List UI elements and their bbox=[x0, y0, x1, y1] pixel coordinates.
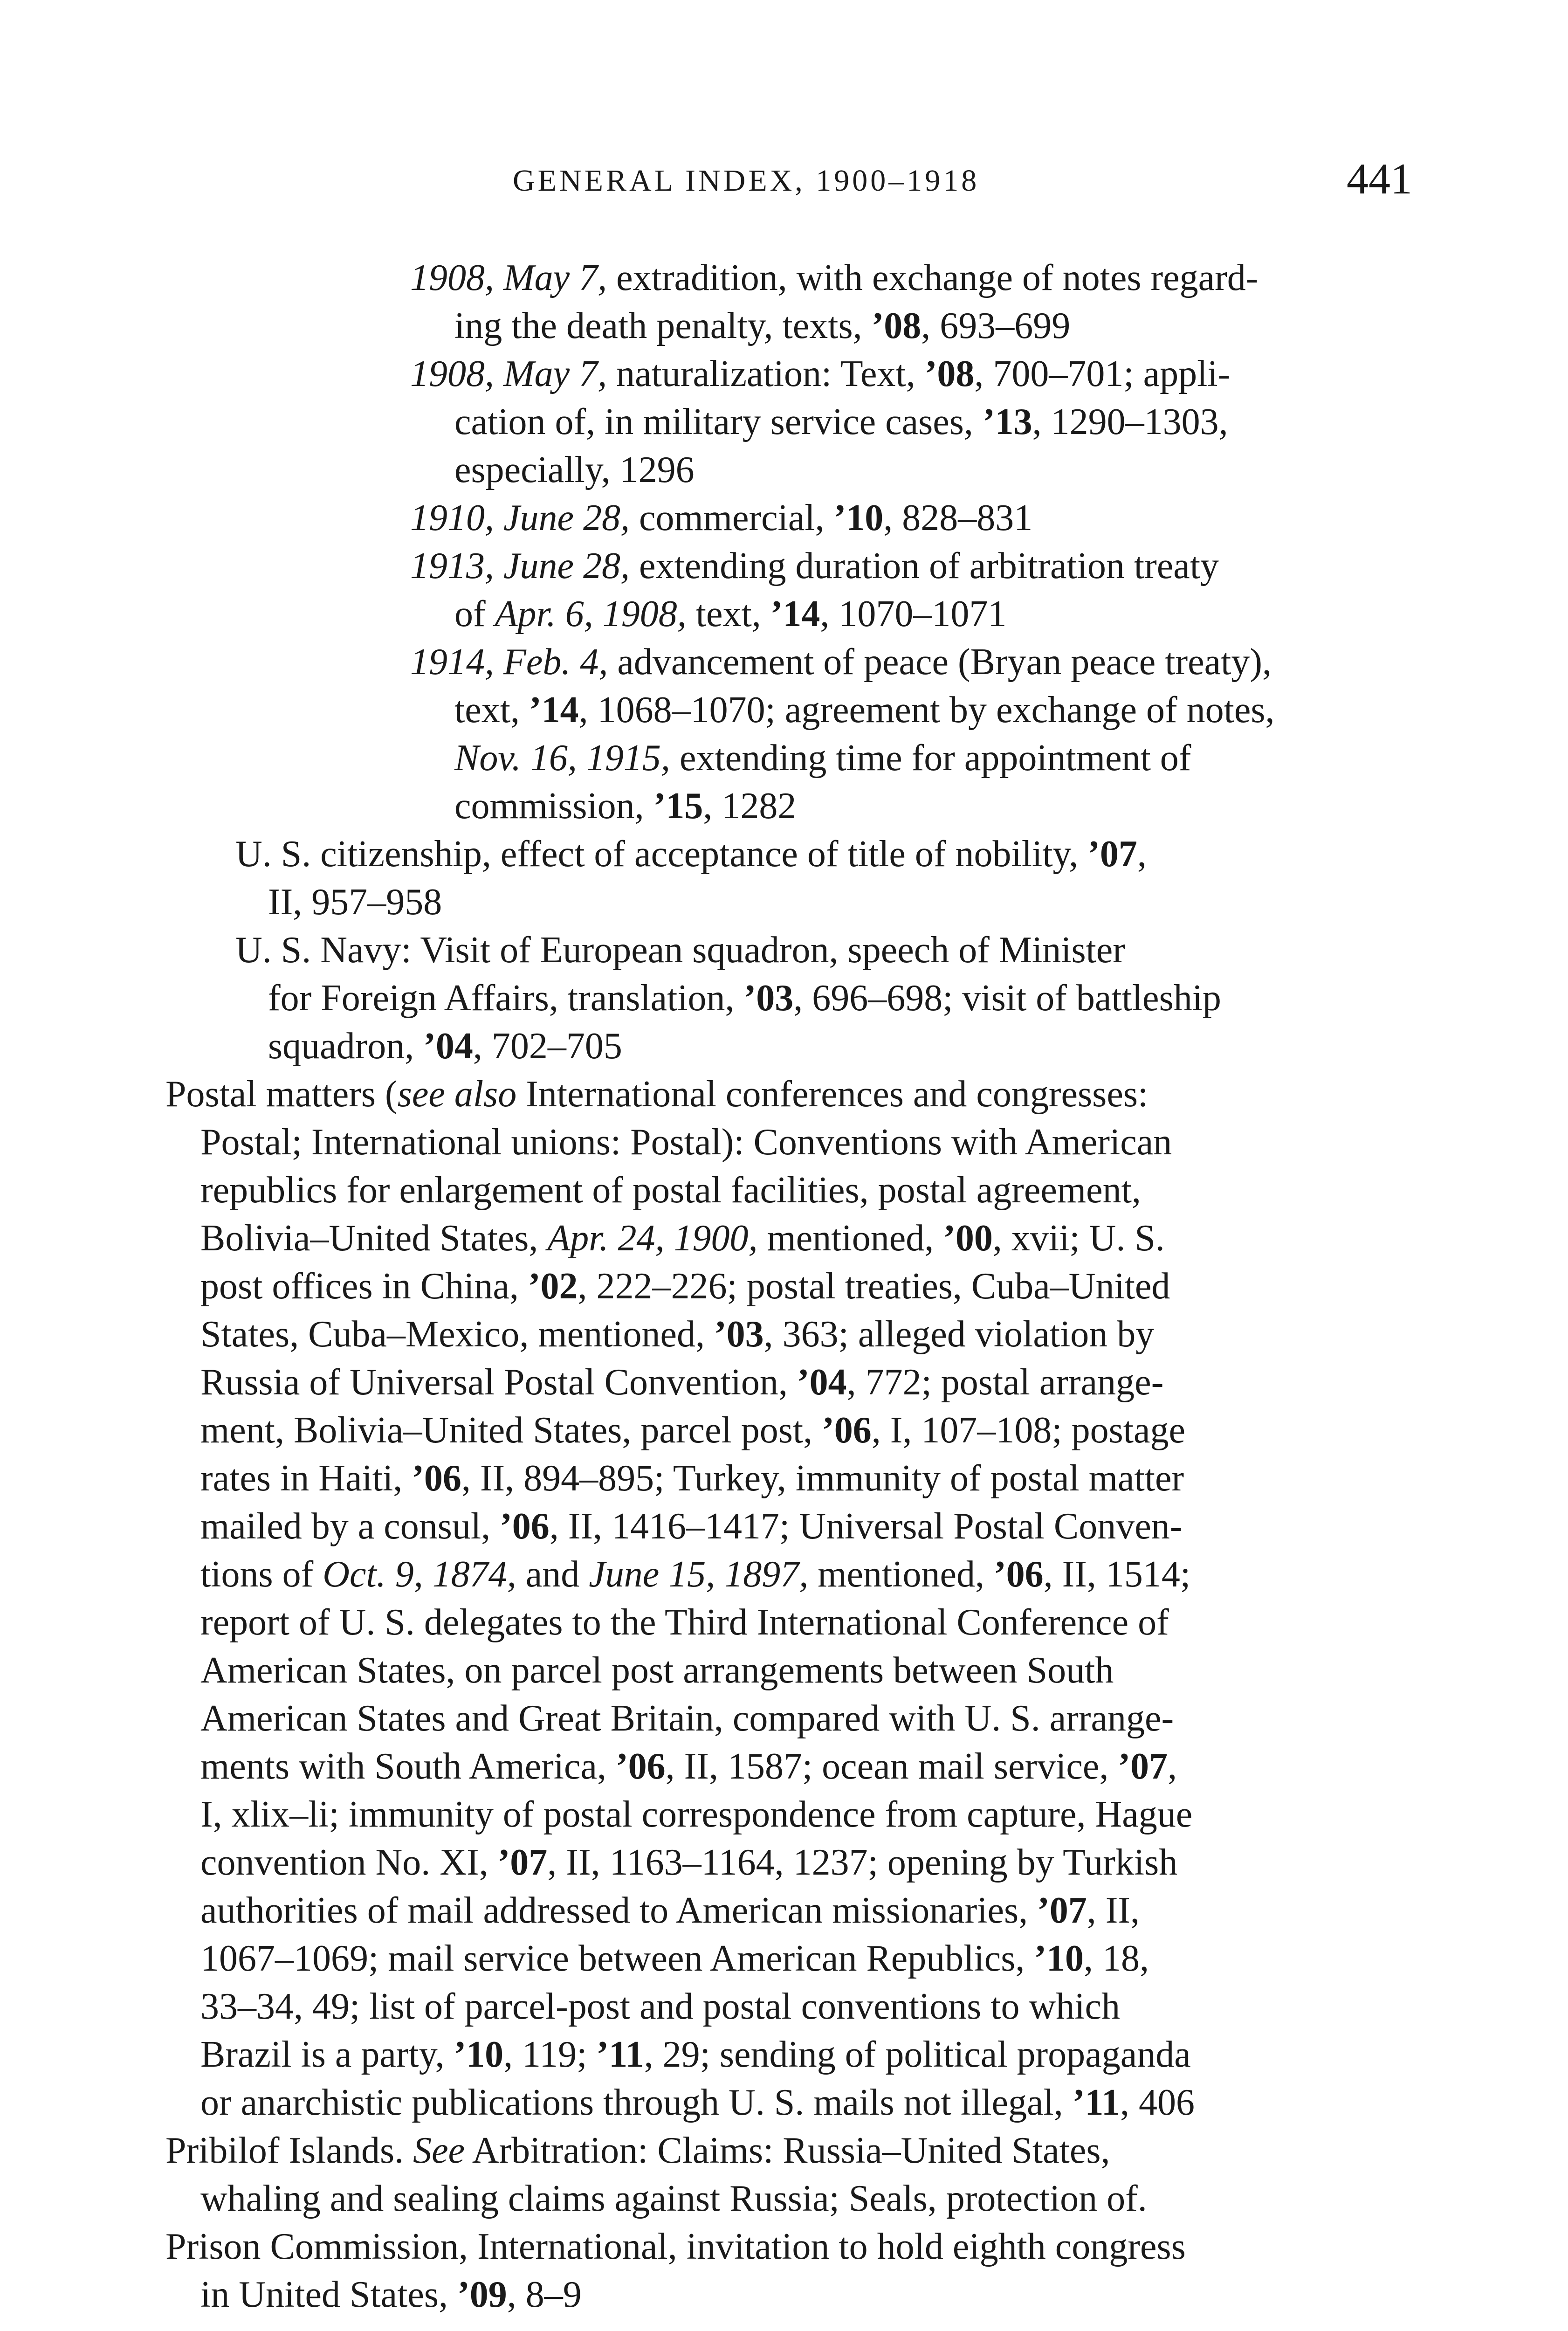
index-line: U. S. Navy: Visit of European squadron, speech of Minister bbox=[235, 930, 1125, 971]
index-line: republics for enlargement of postal facilities, postal agreement, bbox=[200, 1170, 1141, 1211]
index-subentry-1914-peace-treaty bbox=[410, 638, 1405, 830]
index-line: text, ’14, 1068–1070; agreement by exchange of notes, bbox=[454, 690, 1275, 731]
index-line: Pribilof Islands. See Arbitration: Claims: Russia–United States, bbox=[165, 2130, 1110, 2171]
index-line: American States and Great Britain, compared with U. S. arrange- bbox=[200, 1698, 1174, 1739]
index-subentry-us-citizenship bbox=[235, 830, 1405, 926]
index-line: tions of Oct. 9, 1874, and June 15, 1897, mentioned, ’06, II, 1514; bbox=[200, 1554, 1191, 1595]
index-line: ment, Bolivia–United States, parcel post, ’06, I, 107–108; postage bbox=[200, 1410, 1185, 1451]
index-line: Prison Commission, International, invitation to hold eighth congress bbox=[165, 2226, 1186, 2267]
index-subentry-1908-extradition bbox=[410, 254, 1405, 350]
index-line: I, xlix–li; immunity of postal correspondence from capture, Hague bbox=[200, 1794, 1193, 1835]
index-line: in United States, ’09, 8–9 bbox=[200, 2274, 582, 2315]
running-title: GENERAL INDEX, 1900–1918 bbox=[513, 164, 980, 198]
index-line: Bolivia–United States, Apr. 24, 1900, mentioned, ’00, xvii; U. S. bbox=[200, 1218, 1165, 1259]
index-line: 1067–1069; mail service between American Republics, ’10, 18, bbox=[200, 1938, 1149, 1979]
index-line: rates in Haiti, ’06, II, 894–895; Turkey, immunity of postal matter bbox=[200, 1458, 1184, 1499]
index-line: Nov. 16, 1915, extending time for appointment of bbox=[454, 738, 1191, 779]
index-line: Russia of Universal Postal Convention, ’04, 772; postal arrange- bbox=[200, 1362, 1164, 1403]
index-line: or anarchistic publications through U. S. mails not illegal, ’11, 406 bbox=[200, 2082, 1195, 2123]
index-subentry-1908-naturalization bbox=[410, 350, 1405, 494]
index-line: 1910, June 28, commercial, ’10, 828–831 bbox=[410, 497, 1033, 538]
index-entry-prison-commission bbox=[165, 2223, 1405, 2319]
index-line: 1913, June 28, extending duration of arbitration treaty bbox=[410, 545, 1219, 586]
index-line: for Foreign Affairs, translation, ’03, 696–698; visit of battleship bbox=[268, 978, 1221, 1019]
index-line: U. S. citizenship, effect of acceptance of title of nobility, ’07, bbox=[235, 834, 1147, 875]
index-line: report of U. S. delegates to the Third International Conference of bbox=[200, 1602, 1169, 1643]
index-line: Postal matters (see also International conferences and congresses: bbox=[165, 1074, 1148, 1115]
index-line: Brazil is a party, ’10, 119; ’11, 29; sending of political propaganda bbox=[200, 2034, 1191, 2075]
index-line: 33–34, 49; list of parcel-post and postal conventions to which bbox=[200, 1986, 1121, 2027]
index-subentry-1910-commercial bbox=[410, 494, 1405, 542]
index-entry-postal-matters bbox=[165, 1070, 1405, 2127]
index-line: post offices in China, ’02, 222–226; postal treaties, Cuba–United bbox=[200, 1266, 1170, 1307]
index-line: American States, on parcel post arrangements between South bbox=[200, 1650, 1114, 1691]
index-line: States, Cuba–Mexico, mentioned, ’03, 363; alleged violation by bbox=[200, 1314, 1155, 1355]
index-line: ments with South America, ’06, II, 1587; ocean mail service, ’07, bbox=[200, 1746, 1177, 1787]
index-line: especially, 1296 bbox=[454, 449, 695, 490]
index-entry-pribilof-islands bbox=[165, 2127, 1405, 2223]
index-line: Postal; International unions: Postal): Conventions with American bbox=[200, 1122, 1172, 1163]
index-line: authorities of mail addressed to American missionaries, ’07, II, bbox=[200, 1890, 1140, 1931]
index-line: II, 957–958 bbox=[268, 882, 442, 923]
running-head bbox=[513, 154, 1426, 210]
index-line: of Apr. 6, 1908, text, ’14, 1070–1071 bbox=[454, 593, 1007, 634]
index-line: 1908, May 7, extradition, with exchange of notes regard- bbox=[410, 257, 1259, 298]
index-subentry-us-navy bbox=[235, 926, 1405, 1070]
index-line: 1914, Feb. 4, advancement of peace (Bryan peace treaty), bbox=[410, 641, 1272, 683]
index-subentry-1913-arbitration bbox=[410, 542, 1405, 638]
index-line: ing the death penalty, texts, ’08, 693–699 bbox=[454, 305, 1071, 346]
index-line: whaling and sealing claims against Russia; Seals, protection of. bbox=[200, 2178, 1147, 2219]
index-line: mailed by a consul, ’06, II, 1416–1417; Universal Postal Conven- bbox=[200, 1506, 1183, 1547]
index-line: convention No. XI, ’07, II, 1163–1164, 1237; opening by Turkish bbox=[200, 1842, 1178, 1883]
index-line: commission, ’15, 1282 bbox=[454, 786, 797, 827]
index-line: cation of, in military service cases, ’13, 1290–1303, bbox=[454, 401, 1228, 442]
page-number: 441 bbox=[1347, 155, 1412, 203]
index-line: squadron, ’04, 702–705 bbox=[268, 1026, 622, 1067]
index-line: 1908, May 7, naturalization: Text, ’08, 700–701; appli- bbox=[410, 353, 1231, 394]
